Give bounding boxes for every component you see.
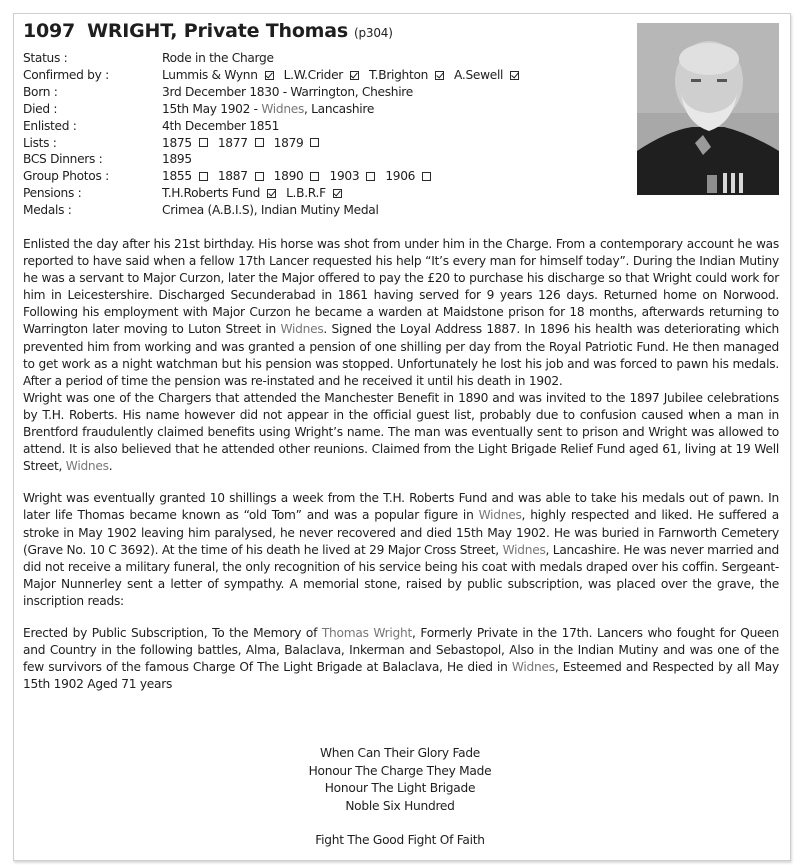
checklist-item-label: L.B.R.F: [286, 186, 326, 201]
checked-box-icon[interactable]: [333, 189, 342, 198]
fact-label: Lists :: [23, 135, 57, 150]
empty-checkbox-icon[interactable]: [310, 172, 319, 181]
bio-text: Wright was eventually granted 10 shillings a week from the T.H. Roberts Fund and was able to take his medals out of pawn. In later life Thomas became known as “old Tom” and was a popular figure in: [23, 491, 779, 523]
checked-box-icon[interactable]: [267, 189, 276, 198]
bio-text: Wright was one of the Chargers that attended the Manchester Benefit in 1890 and was invited to the 1897 Jubilee celebrations by T.H. Roberts. His name however did not appear in the official guest list, probably due to confusion caused when a man in Brentford fraudulently claimed benefits using Wright’s name. The man was eventually sent to prison and Wright was allowed to attend. It is also believed that he attended other reunions. Claimed from the Light Brigade Relief Fund aged 61, living at 19 Well Street,: [23, 390, 779, 474]
bio-text: , Esteemed and Respected by all May 15th 1902 Aged 71 years: [23, 660, 779, 692]
place-link[interactable]: Widnes: [478, 508, 522, 523]
checklist: [162, 135, 329, 152]
record-number: 1097: [23, 20, 76, 42]
soldier-name: WRIGHT, Private Thomas: [87, 20, 348, 42]
bio-text: , Lancashire. He was never married and did not receive a military funeral, the only recognition of his service being his coat with medals draped over his coffin. Sergeant-Major Nunnerley sent a letter of sympathy. A memorial stone, raised by public subscription, was placed over the grave, the inscription reads:: [23, 542, 780, 608]
verse-line: Noble Six Hundred: [345, 798, 455, 813]
checklist-item: [369, 67, 444, 84]
checklist-item: [274, 168, 320, 185]
verse-final-line: Fight The Good Fight Of Faith: [315, 833, 485, 847]
death-place-link[interactable]: Widnes: [261, 101, 305, 116]
bio-text: Erected by Public Subscription, To the Memory of: [23, 625, 322, 640]
checklist-item: [162, 135, 208, 152]
checklist-item-label: 1887: [217, 169, 248, 184]
checklist-item: [274, 135, 320, 152]
checklist-item-label: 1879: [273, 135, 304, 150]
bio-paragraph-2: [23, 390, 779, 475]
fact-value: Rode in the Charge: [162, 51, 274, 65]
checklist-item: [385, 168, 431, 185]
checklist-item-label: L.W.Crider: [283, 67, 343, 82]
checklist-item-label: T.H.Roberts Fund: [162, 186, 261, 201]
biography: [23, 236, 779, 693]
checked-box-icon[interactable]: [435, 71, 444, 80]
bio-paragraph-1: [23, 236, 779, 390]
fact-bcs-dinners: [23, 151, 529, 168]
checklist-item: [218, 135, 264, 152]
fact-label: Died :: [23, 101, 58, 116]
empty-checkbox-icon[interactable]: [199, 138, 208, 147]
checklist-item-label: T.Brighton: [368, 67, 429, 82]
checklist: [162, 185, 352, 202]
place-link[interactable]: Widnes: [502, 542, 546, 557]
place-link[interactable]: Widnes: [65, 459, 109, 474]
empty-checkbox-icon[interactable]: [255, 172, 264, 181]
checklist-item-label: 1877: [217, 135, 248, 150]
checklist-item: [329, 168, 375, 185]
checklist-item-label: Lummis & Wynn: [162, 67, 258, 82]
checked-box-icon[interactable]: [265, 71, 274, 80]
checked-box-icon[interactable]: [510, 71, 519, 80]
checklist-item: [218, 168, 264, 185]
fact-medals: [23, 202, 529, 219]
fact-lists: [23, 135, 529, 152]
checklist-item: [162, 168, 208, 185]
fact-label: Medals :: [23, 203, 72, 218]
portrait-photo: [637, 23, 779, 195]
empty-checkbox-icon[interactable]: [366, 172, 375, 181]
record-title: [23, 20, 393, 42]
checklist-item-label: 1903: [329, 169, 360, 184]
fact-value: 1895: [162, 152, 192, 167]
checklist-item: [162, 67, 274, 84]
place-link[interactable]: Widnes: [511, 660, 555, 675]
portrait-image: [637, 23, 779, 195]
empty-checkbox-icon[interactable]: [422, 172, 431, 181]
checked-box-icon[interactable]: [350, 71, 359, 80]
checklist-item-label: 1875: [162, 135, 192, 150]
checklist-item: [162, 185, 276, 202]
checklist-item-label: 1890: [273, 169, 304, 184]
empty-checkbox-icon[interactable]: [255, 138, 264, 147]
empty-checkbox-icon[interactable]: [310, 138, 319, 147]
fact-pensions: [23, 185, 529, 202]
checklist-item: [284, 67, 359, 84]
bio-text: Enlisted the day after his 21st birthday. His horse was shot from under him in the Charge. From a contemporary account he was reported to have said when a fellow 17th Lancer requested his help “It’s every man for himself today”. During the Indian Mutiny he was a servant to Major Curzon, later the Major offered to pay the £20 to purchase his discharge so that Wright could work for him in Leicestershire. Discharged Secunderabad in 1861 having served for 9 years 126 days. Returned home on Norwood. Following his employment with Major Curzon he became a warden at Maidstone prison for 18 months, afterwards returning to Warrington later moving to Luton Street in: [23, 237, 779, 337]
fact-label: Enlisted :: [23, 118, 77, 133]
fact-label: Confirmed by :: [23, 67, 109, 82]
inscription-paragraph: [23, 625, 779, 693]
empty-checkbox-icon[interactable]: [199, 172, 208, 181]
death-county: , Lancashire: [304, 101, 375, 116]
bio-text: , Formerly Private in the 17th. Lancers who fought for Queen and Country in the following battles, Alma, Balaclava, Inkerman and Sebastopol, Also in the Indian Mutiny and was one of the few survivors of the famous Charge Of The Light Brigade at Balaclava, He died in: [23, 625, 780, 675]
page-reference: (p304): [354, 26, 393, 40]
fact-value: [162, 101, 374, 118]
fact-status: [23, 50, 529, 67]
fact-value: Crimea (A.B.I.S), Indian Mutiny Medal: [162, 203, 379, 218]
facts-table: [23, 50, 529, 219]
fact-group-photos: [23, 168, 529, 185]
verse-line: Honour The Light Brigade: [324, 781, 476, 795]
verse-line: Honour The Charge They Made: [308, 763, 492, 778]
checklist-item-label: A.Sewell: [454, 67, 504, 82]
checklist-item-label: 1906: [385, 169, 416, 184]
fact-value: 4th December 1851: [162, 118, 280, 133]
fact-confirmed-by: [23, 67, 529, 84]
checklist: [162, 67, 529, 84]
checklist-item-label: 1855: [162, 169, 192, 184]
place-link[interactable]: Widnes: [280, 322, 324, 337]
checklist-item: [454, 67, 519, 84]
verse-line: When Can Their Glory Fade: [319, 746, 481, 760]
bio-paragraph-3: [23, 490, 779, 610]
bio-text: .: [108, 459, 113, 474]
checklist-item: [286, 185, 342, 202]
checklist: [162, 168, 441, 185]
fact-label: Group Photos :: [23, 169, 109, 184]
fact-born: [23, 84, 529, 101]
bio-text: , highly respected and liked. He suffered a stroke in May 1902 leaving him paralysed, he never recovered and died 15th May 1902. He was buried in Farnworth Cemetery (Grave No. 10 C 3692). At the time of his death he lived at 29 Major Cross Street,: [23, 508, 779, 557]
fact-died: [23, 101, 529, 118]
bio-text: . Signed the Loyal Address 1887. In 1896 his health was deteriorating which prevented him from working and was granted a pension of one shilling per day from the Royal Patriotic Fund. He then managed to get work as a night watchman but his pension was stopped. Unfortunately he lost his job and was forced to pawn his medals. After a period of time the pension was re-instated and he received it until his death in 1902.: [23, 322, 780, 388]
person-link[interactable]: Thomas Wright: [321, 625, 413, 640]
fact-label: BCS Dinners :: [23, 152, 103, 167]
fact-label: Status :: [23, 51, 68, 65]
fact-label: Born :: [23, 84, 58, 99]
fact-enlisted: [23, 118, 529, 135]
memorial-verse: [0, 745, 800, 850]
death-date: 15th May 1902 -: [162, 101, 262, 116]
fact-label: Pensions :: [23, 186, 82, 201]
fact-value: 3rd December 1830 - Warrington, Cheshire: [162, 84, 413, 99]
